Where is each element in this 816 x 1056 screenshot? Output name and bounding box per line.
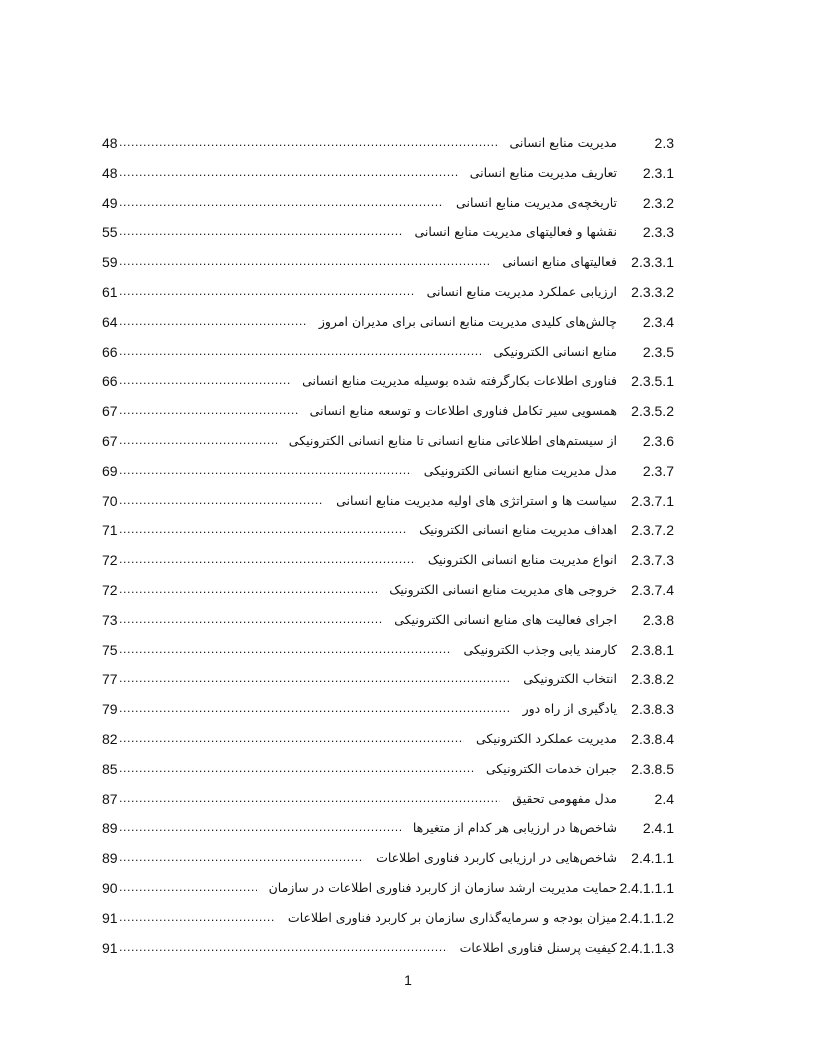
toc-title: انتخاب الکترونیکی bbox=[515, 669, 617, 689]
dot-leader bbox=[119, 699, 511, 719]
toc-page-number: 70 bbox=[102, 492, 118, 509]
toc-entry[interactable] bbox=[102, 342, 674, 362]
toc-entry[interactable] bbox=[102, 252, 674, 272]
dot-leader bbox=[119, 938, 448, 958]
toc-entry[interactable] bbox=[102, 312, 674, 332]
toc-section-number: 2.3.8.5 bbox=[631, 760, 674, 777]
toc-entry[interactable] bbox=[102, 401, 674, 421]
toc-title: مدل مدیریت منابع انسانی الکترونیکی bbox=[416, 461, 617, 481]
toc-page-number: 48 bbox=[102, 135, 118, 151]
toc-section-number: 2.3.5.1 bbox=[631, 373, 674, 390]
toc-entry[interactable] bbox=[102, 580, 674, 600]
toc-page-number: 91 bbox=[102, 939, 118, 956]
toc-section-number: 2.4.1.1 bbox=[631, 850, 674, 867]
toc-title: حمایت مدیریت ارشد سازمان از کاربرد فناوری اطلاعات در سازمان bbox=[261, 878, 617, 898]
dot-leader bbox=[119, 908, 276, 928]
dot-leader bbox=[119, 133, 497, 153]
toc-title: کارمند یابی وجذب الکترونیکی bbox=[456, 640, 618, 660]
toc-title: میزان بودجه و سرمایه‌گذاری سازمان بر کاربرد فناوری اطلاعات bbox=[280, 908, 617, 928]
dot-leader bbox=[119, 580, 377, 600]
toc-entry[interactable] bbox=[102, 908, 674, 928]
dot-leader bbox=[119, 878, 257, 898]
toc-page-number: 66 bbox=[102, 373, 118, 390]
toc-section-number: 2.3 bbox=[654, 135, 674, 151]
toc-title: انواع مدیریت منابع انسانی الکترونیک bbox=[420, 550, 617, 570]
toc-section-number: 2.4.1.1.2 bbox=[619, 909, 674, 926]
toc-section-number: 2.3.4 bbox=[642, 313, 674, 330]
dot-leader bbox=[119, 729, 464, 749]
toc-title: منابع انسانی الکترونیکی bbox=[485, 342, 617, 362]
toc-section-number: 2.3.1 bbox=[642, 164, 674, 181]
toc-page-number: 91 bbox=[102, 909, 118, 926]
dot-leader bbox=[119, 163, 458, 183]
dot-leader bbox=[119, 342, 481, 362]
toc-title: تاریخچه‌ی مدیریت منابع انسانی bbox=[448, 193, 617, 213]
toc-entry[interactable] bbox=[102, 222, 674, 242]
toc-page-number: 72 bbox=[102, 582, 118, 598]
toc-page-number: 64 bbox=[102, 313, 118, 330]
toc-section-number: 2.3.7 bbox=[642, 462, 674, 479]
dot-leader bbox=[119, 759, 474, 779]
toc-title: چالش‌های کلیدی مدیریت منابع انسانی برای مدیران امروز bbox=[311, 312, 617, 332]
toc-page-number: 79 bbox=[102, 701, 118, 718]
toc-section-number: 2.3.3.1 bbox=[631, 254, 674, 271]
toc-title: ارزیابی عملکرد مدیریت منابع انسانی bbox=[419, 282, 617, 302]
toc-title: مدل مفهومی تحقیق bbox=[504, 789, 617, 809]
toc-section-number: 2.3.3 bbox=[642, 224, 674, 241]
toc-section-number: 2.4.1 bbox=[642, 820, 674, 837]
dot-leader bbox=[119, 282, 415, 302]
toc-page-number: 55 bbox=[102, 224, 118, 241]
toc-title: جبران خدمات الکترونیکی bbox=[478, 759, 617, 779]
toc-page-number: 75 bbox=[102, 641, 118, 658]
toc-entry[interactable] bbox=[102, 431, 674, 451]
toc-entry[interactable] bbox=[102, 669, 674, 689]
dot-leader bbox=[119, 669, 511, 689]
toc-entry[interactable] bbox=[102, 640, 674, 660]
toc-entry[interactable] bbox=[102, 759, 674, 779]
dot-leader bbox=[119, 550, 416, 570]
toc-title: یادگیری از راه دور bbox=[515, 699, 617, 719]
toc-entry[interactable] bbox=[102, 729, 674, 749]
toc-page-number: 59 bbox=[102, 254, 118, 271]
toc-title: نقشها و فعالیتهای مدیریت منابع انسانی bbox=[406, 222, 617, 242]
toc-title: مدیریت منابع انسانی bbox=[501, 133, 617, 153]
toc-page-number: 82 bbox=[102, 731, 118, 747]
dot-leader bbox=[119, 401, 298, 421]
dot-leader bbox=[119, 491, 324, 511]
toc-page-number: 89 bbox=[102, 850, 118, 867]
page-number: 1 bbox=[404, 972, 412, 988]
toc-entry[interactable] bbox=[102, 878, 674, 898]
toc-title: فناوری اطلاعات بکارگرفته شده بوسیله مدیریت منابع انسانی bbox=[294, 371, 617, 391]
toc-title: اجرای فعالیت های منابع انسانی الکترونیکی bbox=[386, 610, 617, 630]
dot-leader bbox=[119, 312, 307, 332]
toc-page-number: 69 bbox=[102, 462, 118, 479]
toc-title: سیاست ها و استراتژی های اولیه مدیریت منابع انسانی bbox=[328, 491, 617, 511]
toc-entry[interactable] bbox=[102, 550, 674, 570]
toc-section-number: 2.3.5 bbox=[642, 343, 674, 360]
toc-section-number: 2.4.1.1.3 bbox=[619, 939, 674, 956]
toc-entry[interactable] bbox=[102, 938, 674, 958]
toc-page-number: 48 bbox=[102, 164, 118, 181]
toc-page-number: 89 bbox=[102, 820, 118, 837]
toc-page-number: 77 bbox=[102, 671, 118, 688]
dot-leader bbox=[119, 610, 382, 630]
toc-title: اهداف مدیریت منابع انسانی الکترونیک bbox=[411, 520, 617, 540]
toc-entry[interactable] bbox=[102, 818, 674, 838]
toc-title: فعالیتهای منابع انسانی bbox=[494, 252, 617, 272]
toc-title: همسویی سیر تکامل فناوری اطلاعات و توسعه منابع انسانی bbox=[302, 401, 617, 421]
toc-section-number: 2.3.7.4 bbox=[631, 582, 674, 598]
toc-section-number: 2.4 bbox=[654, 790, 674, 807]
toc-title: مدیریت عملکرد الکترونیکی bbox=[468, 729, 617, 749]
toc-section-number: 2.3.3.2 bbox=[631, 284, 674, 300]
dot-leader bbox=[119, 193, 444, 213]
dot-leader bbox=[119, 848, 364, 868]
toc-entry[interactable] bbox=[102, 491, 674, 511]
dot-leader bbox=[119, 640, 451, 660]
toc-section-number: 2.3.8.2 bbox=[631, 671, 674, 688]
toc-entry[interactable] bbox=[102, 848, 674, 868]
toc-page-number: 87 bbox=[102, 790, 118, 807]
toc-page-number: 85 bbox=[102, 760, 118, 777]
toc-page-number: 67 bbox=[102, 433, 118, 449]
toc-title: شاخص‌هایی در ارزیابی کاربرد فناوری اطلاعات bbox=[368, 848, 617, 868]
dot-leader bbox=[119, 431, 277, 451]
toc-title: کیفیت پرسنل فناوری اطلاعات bbox=[452, 938, 617, 958]
dot-leader bbox=[119, 818, 401, 838]
toc-entry[interactable] bbox=[102, 371, 674, 391]
toc-section-number: 2.3.6 bbox=[642, 433, 674, 449]
toc-title: از سیستم‌های اطلاعاتی منابع انسانی تا منابع انسانی الکترونیکی bbox=[281, 431, 617, 451]
toc-section-number: 2.3.8.3 bbox=[631, 701, 674, 718]
toc-page-number: 61 bbox=[102, 284, 118, 300]
toc-page-number: 67 bbox=[102, 403, 118, 420]
toc-entry[interactable] bbox=[102, 520, 674, 540]
toc-title: خروجی های مدیریت منابع انسانی الکترونیک bbox=[381, 580, 617, 600]
toc-page-number: 90 bbox=[102, 880, 118, 896]
toc-page-number: 49 bbox=[102, 194, 118, 211]
toc-title: شاخص‌ها در ارزیابی هر کدام از متغیرها bbox=[405, 818, 617, 838]
toc-section-number: 2.3.7.3 bbox=[631, 552, 674, 569]
toc-section-number: 2.3.2 bbox=[642, 194, 674, 211]
toc-page-number: 66 bbox=[102, 343, 118, 360]
toc-section-number: 2.3.5.2 bbox=[631, 403, 674, 420]
toc-entry[interactable] bbox=[102, 282, 674, 302]
toc-entry[interactable] bbox=[102, 610, 674, 630]
dot-leader bbox=[119, 461, 412, 481]
toc-section-number: 2.3.7.2 bbox=[631, 522, 674, 539]
toc-entry[interactable] bbox=[102, 163, 674, 183]
dot-leader bbox=[119, 222, 402, 242]
dot-leader bbox=[119, 371, 290, 391]
toc-page-number: 71 bbox=[102, 522, 118, 539]
toc-section-number: 2.3.8.4 bbox=[631, 731, 674, 747]
toc-page-number: 73 bbox=[102, 611, 118, 628]
toc-section-number: 2.3.8.1 bbox=[631, 641, 674, 658]
toc-entry[interactable] bbox=[102, 193, 674, 213]
toc-title: تعاریف مدیریت منابع انسانی bbox=[462, 163, 617, 183]
toc-section-number: 2.3.8 bbox=[642, 611, 674, 628]
dot-leader bbox=[119, 789, 500, 809]
toc-section-number: 2.3.7.1 bbox=[631, 492, 674, 509]
dot-leader bbox=[119, 520, 407, 540]
toc-entry[interactable] bbox=[102, 789, 674, 809]
dot-leader bbox=[119, 252, 490, 272]
toc-section-number: 2.4.1.1.1 bbox=[619, 880, 674, 896]
toc-entry[interactable] bbox=[102, 461, 674, 481]
toc-entry[interactable] bbox=[102, 699, 674, 719]
toc-entry[interactable] bbox=[102, 133, 674, 153]
toc-page-number: 72 bbox=[102, 552, 118, 569]
